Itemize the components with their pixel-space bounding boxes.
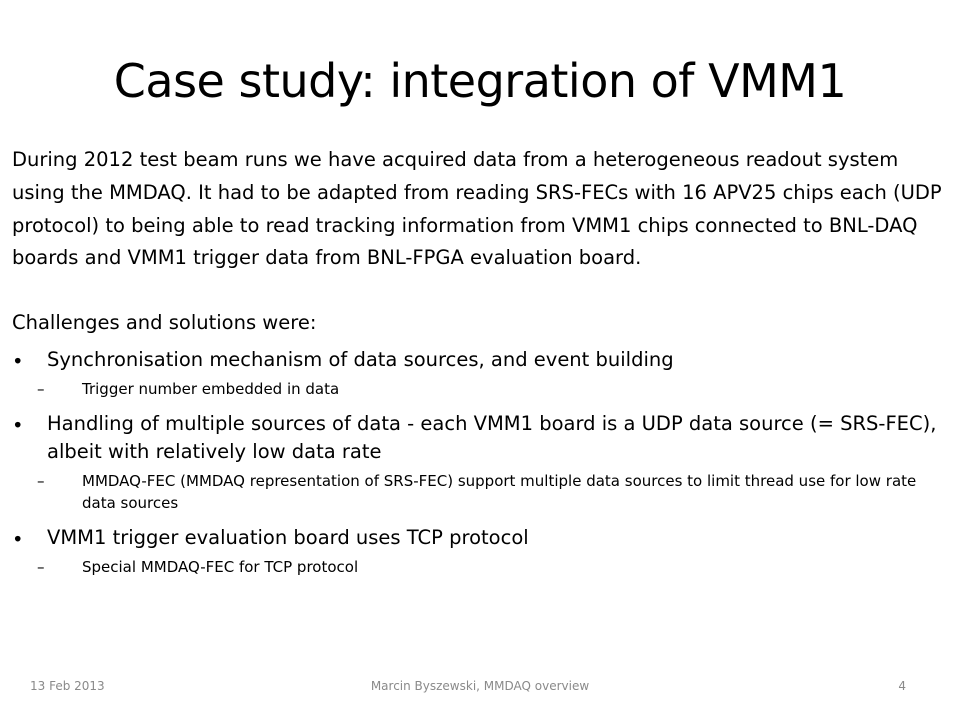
bullet-text: Synchronisation mechanism of data sources, and event building (47, 347, 674, 371)
footer-author-title: Marcin Byszewski, MMDAQ overview (370, 679, 590, 693)
sub-bullet-item (12, 556, 947, 578)
bullet-item (12, 524, 947, 578)
sub-list (37, 470, 947, 514)
sub-bullet-item (12, 470, 947, 514)
sub-bullet-marker: – (37, 471, 45, 490)
slide-body (12, 144, 947, 588)
bullet-marker: • (12, 413, 24, 437)
slide-footer (0, 679, 960, 699)
challenges-heading: Challenges and solutions were: (12, 311, 317, 335)
footer-page-number: 4 (898, 679, 906, 693)
sub-bullet-item (12, 378, 947, 400)
bullet-item (12, 346, 947, 400)
bullet-marker: • (12, 349, 24, 373)
bullet-item (12, 410, 947, 514)
sub-bullet-marker: – (37, 557, 45, 576)
bullet-text: VMM1 trigger evaluation board uses TCP protocol (47, 525, 529, 549)
slide-title: Case study: integration of VMM1 (113, 54, 847, 108)
intro-paragraph: During 2012 test beam runs we have acquired data from a heterogeneous readout system using the MMDAQ. It had to be adapted from reading SRS-FECs with 16 APV25 chips each (UDP protocol) to being able to read tracking information from VMM1 chips connected to BNL-DAQ boards and VMM1 trigger data from BNL-FPGA evaluation board. (12, 148, 942, 270)
bullet-text: Handling of multiple sources of data - each VMM1 board is a UDP data source (= SRS-FEC), albeit with relatively low data rate (47, 411, 937, 463)
bullet-marker: • (12, 527, 24, 551)
sub-bullet-text: Trigger number embedded in data (82, 379, 340, 398)
sub-bullet-text: MMDAQ-FEC (MMDAQ representation of SRS-FEC) support multiple data sources to limit thread use for low rate data sources (82, 471, 917, 512)
bullet-list (12, 346, 947, 578)
sub-bullet-text: Special MMDAQ-FEC for TCP protocol (82, 557, 359, 576)
sub-bullet-marker: – (37, 379, 45, 398)
sub-list (37, 378, 947, 400)
footer-date: 13 Feb 2013 (30, 679, 105, 693)
sub-list (37, 556, 947, 578)
